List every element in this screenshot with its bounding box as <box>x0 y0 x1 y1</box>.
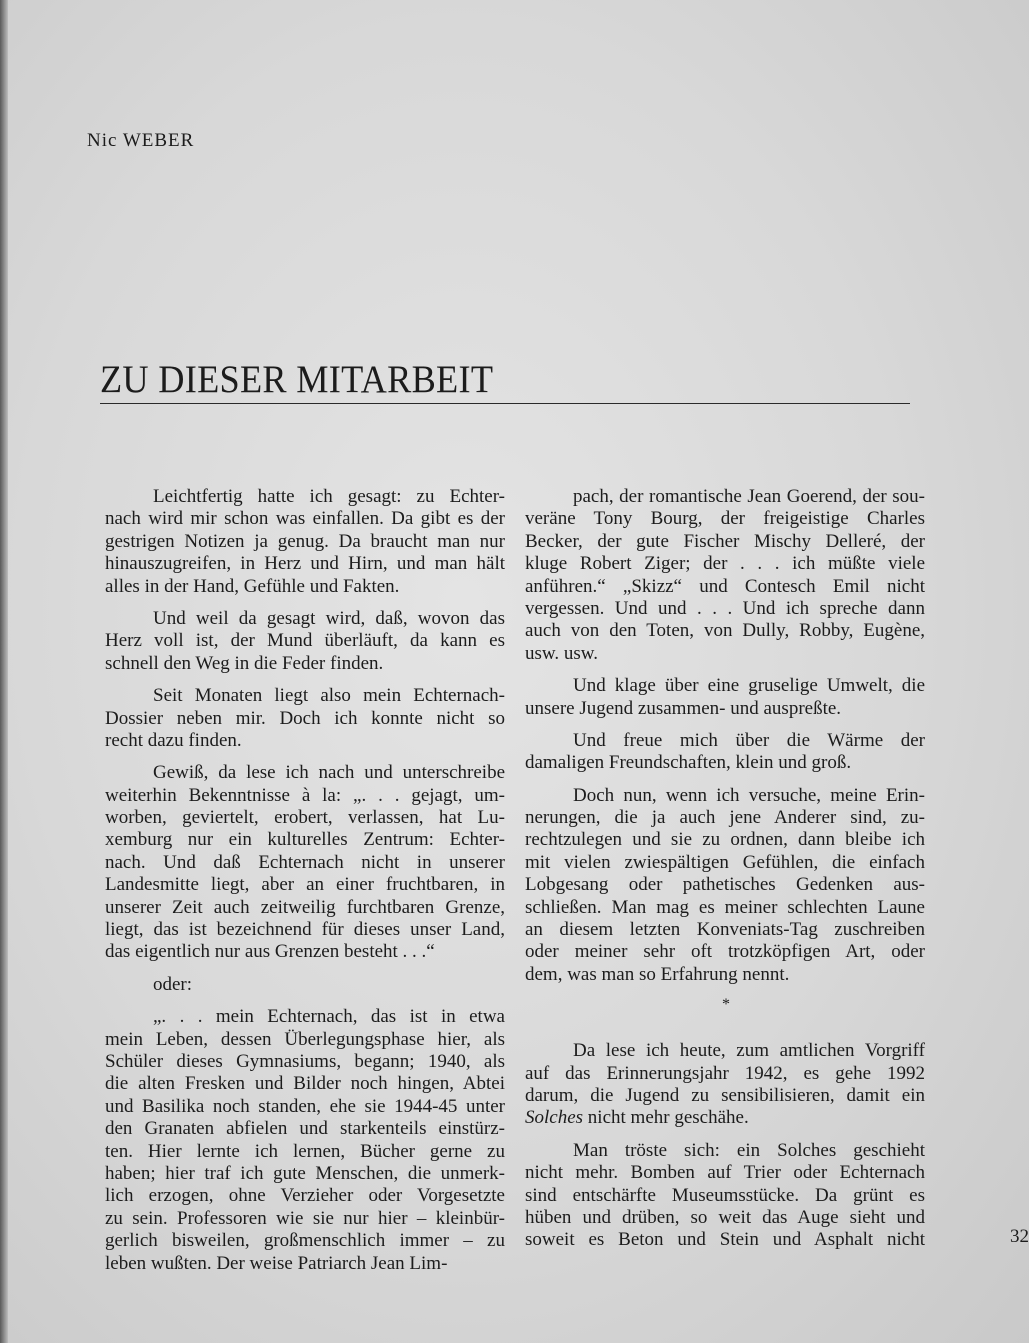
text-line: gerlich bisweilen, großmenschlich immer – zu <box>105 1230 505 1252</box>
text-line: Becker, der gute Fischer Mischy Delleré, der <box>525 530 925 552</box>
text-line: hinauszugreifen, in Herz und Hirn, und man hält <box>105 553 505 575</box>
text-line: auch von den Toten, von Dully, Robby, Eugène, <box>525 620 925 642</box>
page-number: 32 <box>1010 1226 1029 1247</box>
text-line: „. . . mein Echternach, das ist in etwa <box>153 1006 505 1028</box>
text-line: Seit Monaten liegt also mein Echternach- <box>153 685 505 707</box>
text-line: auf das Erinnerungsjahr 1942, es gehe 1992 <box>525 1062 925 1084</box>
title-rule <box>100 403 910 404</box>
section-separator: * <box>722 996 730 1013</box>
text-line: zu sein. Professoren wie sie nur hier – kleinbür- <box>105 1207 505 1229</box>
text-line: Und klage über eine gruselige Umwelt, die <box>573 675 925 697</box>
text-line: ten. Hier lernte ich lernen, Bücher gerne zu <box>105 1140 505 1162</box>
text-line: Und freue mich über die Wärme der <box>573 729 925 751</box>
text-line: die alten Fresken und Bilder noch hingen, Abtei <box>105 1073 505 1095</box>
text-line: Lobgesang oder pathetisches Gedenken aus- <box>525 874 925 896</box>
text-line: worben, geviertelt, erobert, verlassen, hat Lu- <box>105 807 505 829</box>
text-line: hüben und drüben, so weit das Auge sieht und <box>525 1206 925 1228</box>
text-line: das eigentlich nur aus Grenzen besteht . . .“ <box>105 941 435 963</box>
text-line: an diesem letzten Konveniats-Tag zuschreiben <box>525 919 925 941</box>
text-line: kluge Robert Ziger; der . . . ich müßte viele <box>525 553 925 575</box>
paragraph <box>105 974 505 996</box>
paragraph <box>105 486 505 598</box>
text-line: sind entschärfte Museumsstücke. Da grünt es <box>525 1184 925 1206</box>
text-line: rechtzulegen und sie zu ordnen, dann bleibe ich <box>525 829 925 851</box>
paragraph <box>525 1140 925 1252</box>
text-line: xemburg nur ein kulturelles Zentrum: Echter- <box>105 829 505 851</box>
text-line: mein Leben, dessen Überlegungsphase hier, als <box>105 1028 505 1050</box>
paragraph <box>525 1040 925 1130</box>
text-line: pach, der romantische Jean Goerend, der sou- <box>573 486 925 507</box>
text-line <box>525 1107 925 1129</box>
text-line: unserer Zeit auch zeitweilig furchtbaren Grenze, <box>105 896 505 918</box>
text-line: soweit es Beton und Stein und Asphalt nicht <box>525 1229 925 1251</box>
paragraph <box>105 608 505 675</box>
text-line: haben; hier traf ich gute Menschen, die unmerk- <box>105 1162 505 1184</box>
text-line: damaligen Freundschaften, klein und groß. <box>525 752 852 774</box>
text-line: liegt, das ist bezeichnend für dieses unser Land, <box>105 919 505 941</box>
paragraph <box>525 675 925 720</box>
text-line: Herz voll ist, der Mund überläuft, da kann es <box>105 630 505 652</box>
text-line: dem, was man so Erfahrung nennt. <box>525 963 790 985</box>
text: nicht mehr geschähe. <box>583 1107 749 1129</box>
text-line: veräne Tony Bourg, der freigeistige Charles <box>525 508 925 530</box>
text-line: oder: <box>153 973 193 995</box>
author-name: Nic WEBER <box>87 130 195 151</box>
text-line: Landesmitte liegt, aber an einer fruchtbaren, in <box>105 874 505 896</box>
paragraph <box>105 685 505 752</box>
text-line: nicht mehr. Bomben auf Trier oder Echternach <box>525 1162 925 1184</box>
text-line: alles in der Hand, Gefühle und Fakten. <box>105 575 400 597</box>
text-line: Schüler dieses Gymnasiums, begann; 1940, als <box>105 1050 505 1072</box>
text-line: darum, die Jugend zu sensibilisieren, damit ein <box>525 1084 925 1106</box>
text-line: und Basilika noch standen, ehe sie 1944-45 unter <box>105 1095 505 1117</box>
text-line: den Granaten abfielen und starkenteils einstürz- <box>105 1118 505 1140</box>
paragraph <box>105 1006 505 1275</box>
article-title: ZU DIESER MITARBEIT <box>100 358 494 401</box>
text-line: unsere Jugend zusammen- und auspreßte. <box>525 697 842 719</box>
text-line: Doch nun, wenn ich versuche, meine Erin- <box>573 784 925 806</box>
paragraph <box>105 762 505 964</box>
text-line: anführen.“ „Skizz“ und Contesch Emil nicht <box>525 575 925 597</box>
text-line: Und weil da gesagt wird, daß, wovon das <box>153 607 505 629</box>
text-line: Leichtfertig hatte ich gesagt: zu Echter- <box>153 486 505 507</box>
text-line: nach wird mir schon was einfallen. Da gibt es der <box>105 508 505 530</box>
text-line: recht dazu finden. <box>105 729 242 751</box>
text-line: gestrigen Notizen ja genug. Da braucht man nur <box>105 530 505 552</box>
text-line: vergessen. Und und . . . Und ich spreche dann <box>525 597 925 619</box>
text-line: Gewiß, da lese ich nach und unterschreibe <box>153 762 505 784</box>
text-line: Da lese ich heute, zum amtlichen Vorgriff <box>573 1040 925 1062</box>
text-line: lich erzogen, ohne Verzieher oder Vorgesetzte <box>105 1185 505 1207</box>
text-line: nerungen, die ja auch jene Anderer sind, zu- <box>525 807 925 829</box>
paragraph <box>525 730 925 775</box>
text-line: oder meiner sehr oft trotzköpfigen Art, oder <box>525 941 925 963</box>
text-line: nach. Und daß Echternach nicht in unserer <box>105 851 505 873</box>
text-line: schließen. Man mag es meiner schlechten Laune <box>525 896 925 918</box>
emphasis: Solches <box>525 1107 584 1129</box>
text-line: leben wußten. Der weise Patriarch Jean Lim- <box>105 1252 448 1274</box>
text-line: weiterhin Bekenntnisse à la: „. . . gejagt, um- <box>105 784 505 806</box>
text-line: Man tröste sich: ein Solches geschieht <box>573 1139 925 1161</box>
left-column <box>105 486 505 1285</box>
paragraph <box>525 785 925 987</box>
text-line: usw. usw. <box>525 642 599 664</box>
right-column <box>525 486 925 1262</box>
paragraph <box>525 486 925 665</box>
scan-edge <box>0 0 8 1343</box>
text-line: Dossier neben mir. Doch ich konnte nicht so <box>105 707 505 729</box>
text-line: mit vielen zwiespältigen Gefühlen, die einfach <box>525 851 925 873</box>
text-line: schnell den Weg in die Feder finden. <box>105 652 384 674</box>
